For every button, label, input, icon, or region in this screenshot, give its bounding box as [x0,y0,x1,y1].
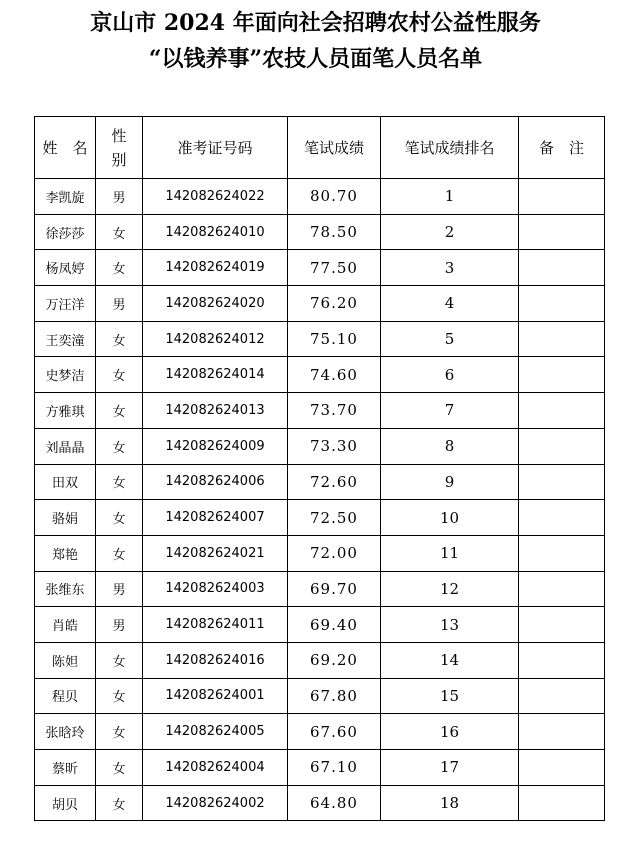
exam-id-cell: 142082624001 [143,678,288,714]
gender-cell: 女 [96,393,143,429]
name-cell: 张晗玲 [35,714,96,750]
gender-cell: 男 [96,607,143,643]
score-cell: 67.60 [288,714,381,750]
rank-cell: 8 [381,428,519,464]
rank-cell: 16 [381,714,519,750]
name-cell: 蔡昕 [35,750,96,786]
score-cell: 69.40 [288,607,381,643]
rank-cell: 12 [381,571,519,607]
name-cell: 程贝 [35,678,96,714]
gender-cell: 女 [96,500,143,536]
score-cell: 80.70 [288,179,381,215]
table-row [35,607,605,643]
gender-cell: 女 [96,321,143,357]
remark-cell [519,642,605,678]
remark-cell [519,428,605,464]
gender-cell: 女 [96,535,143,571]
table-row [35,250,605,286]
name-cell: 肖皓 [35,607,96,643]
exam-id-cell: 142082624019 [143,250,288,286]
exam-id-cell: 142082624016 [143,642,288,678]
rank-cell: 5 [381,321,519,357]
gender-cell: 女 [96,750,143,786]
rank-cell: 10 [381,500,519,536]
score-cell: 75.10 [288,321,381,357]
table-row [35,393,605,429]
gender-cell: 男 [96,286,143,322]
rank-cell: 6 [381,357,519,393]
name-cell: 郑艳 [35,535,96,571]
remark-cell [519,393,605,429]
table-row [35,357,605,393]
gender-cell: 女 [96,250,143,286]
name-cell: 李凯旋 [35,179,96,215]
header-rank: 笔试成绩排名 [381,117,519,179]
gender-cell: 女 [96,357,143,393]
header-score: 笔试成绩 [288,117,381,179]
remark-cell [519,500,605,536]
table-row [35,179,605,215]
rank-cell: 11 [381,535,519,571]
table-row [35,464,605,500]
exam-id-cell: 142082624005 [143,714,288,750]
table-row [35,535,605,571]
gender-cell: 女 [96,714,143,750]
gender-cell: 女 [96,642,143,678]
name-cell: 万汪洋 [35,286,96,322]
rank-cell: 7 [381,393,519,429]
exam-id-cell: 142082624004 [143,750,288,786]
score-cell: 76.20 [288,286,381,322]
document-title-line-1: 京山市 2024 年面向社会招聘农村公益性服务 [90,10,541,36]
exam-id-cell: 142082624010 [143,214,288,250]
table-row [35,571,605,607]
rank-cell: 3 [381,250,519,286]
header-remark: 备 注 [519,117,605,179]
header-exam-id: 准考证号码 [143,117,288,179]
header-gender: 性别 [96,117,143,179]
rank-cell: 13 [381,607,519,643]
remark-cell [519,321,605,357]
remark-cell [519,357,605,393]
score-cell: 78.50 [288,214,381,250]
rank-cell: 4 [381,286,519,322]
score-cell: 67.80 [288,678,381,714]
exam-id-cell: 142082624003 [143,571,288,607]
exam-id-cell: 142082624020 [143,286,288,322]
table-row [35,785,605,821]
score-cell: 69.20 [288,642,381,678]
table-row [35,214,605,250]
rank-cell: 9 [381,464,519,500]
table-row [35,750,605,786]
table-row [35,321,605,357]
score-cell: 64.80 [288,785,381,821]
score-cell: 74.60 [288,357,381,393]
exam-id-cell: 142082624021 [143,535,288,571]
gender-cell: 女 [96,464,143,500]
name-cell: 胡贝 [35,785,96,821]
exam-id-cell: 142082624009 [143,428,288,464]
remark-cell [519,571,605,607]
rank-cell: 2 [381,214,519,250]
candidate-table [34,116,605,821]
score-cell: 73.30 [288,428,381,464]
rank-cell: 14 [381,642,519,678]
remark-cell [519,214,605,250]
table-header-row [35,117,605,179]
remark-cell [519,785,605,821]
remark-cell [519,250,605,286]
rank-cell: 15 [381,678,519,714]
name-cell: 田双 [35,464,96,500]
score-cell: 72.00 [288,535,381,571]
exam-id-cell: 142082624012 [143,321,288,357]
score-cell: 77.50 [288,250,381,286]
name-cell: 刘晶晶 [35,428,96,464]
name-cell: 王奕潼 [35,321,96,357]
exam-id-cell: 142082624002 [143,785,288,821]
document-title-line-2: “以钱养事”农技人员面笔人员名单 [148,46,483,72]
rank-cell: 1 [381,179,519,215]
name-cell: 陈妲 [35,642,96,678]
header-name: 姓 名 [35,117,96,179]
table-row [35,500,605,536]
table-row [35,714,605,750]
exam-id-cell: 142082624014 [143,357,288,393]
exam-id-cell: 142082624013 [143,393,288,429]
score-cell: 67.10 [288,750,381,786]
gender-cell: 女 [96,678,143,714]
exam-id-cell: 142082624011 [143,607,288,643]
gender-cell: 女 [96,785,143,821]
remark-cell [519,179,605,215]
remark-cell [519,750,605,786]
gender-cell: 男 [96,179,143,215]
exam-id-cell: 142082624022 [143,179,288,215]
name-cell: 史梦洁 [35,357,96,393]
score-cell: 69.70 [288,571,381,607]
remark-cell [519,535,605,571]
gender-cell: 女 [96,214,143,250]
remark-cell [519,607,605,643]
table-row [35,642,605,678]
score-cell: 72.50 [288,500,381,536]
table-row [35,678,605,714]
remark-cell [519,678,605,714]
name-cell: 杨凤婷 [35,250,96,286]
exam-id-cell: 142082624007 [143,500,288,536]
name-cell: 方雅琪 [35,393,96,429]
name-cell: 张维东 [35,571,96,607]
score-cell: 72.60 [288,464,381,500]
remark-cell [519,714,605,750]
name-cell: 徐莎莎 [35,214,96,250]
remark-cell [519,286,605,322]
gender-cell: 女 [96,428,143,464]
exam-id-cell: 142082624006 [143,464,288,500]
table-row [35,428,605,464]
table-row [35,286,605,322]
name-cell: 骆娟 [35,500,96,536]
score-cell: 73.70 [288,393,381,429]
gender-cell: 男 [96,571,143,607]
remark-cell [519,464,605,500]
rank-cell: 18 [381,785,519,821]
rank-cell: 17 [381,750,519,786]
